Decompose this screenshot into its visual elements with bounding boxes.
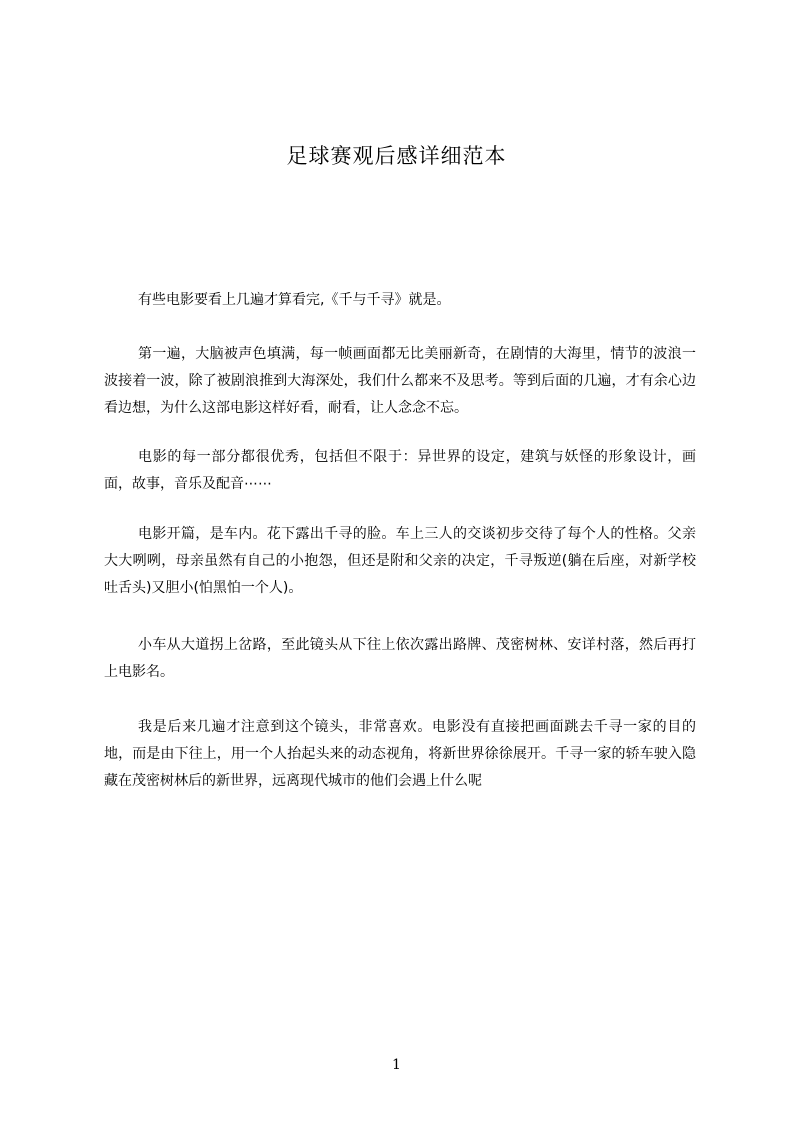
document-title: 足球赛观后感详细范本 — [286, 144, 507, 168]
paragraph-text: 第一遍，大脑被声色填满，每一帧画面都无比美丽新奇，在剧情的大海里，情节的波浪一波接着一波，除了被剧浪推到大海深处，我们什么都来不及思考。等到后面的几遍，才有余心边看边想，为什么这部电影这样好看，耐看，让人念念不忘。 — [104, 346, 696, 416]
paragraph-text: 小车从大道拐上岔路，至此镜头从下往上依次露出路牌、茂密树林、安详村落，然后再打上电影名。 — [104, 637, 696, 680]
paragraph-text: 电影开篇，是车内。花下露出千寻的脸。车上三人的交谈初步交待了每个人的性格。父亲大大咧咧，母亲虽然有自己的小抱怨，但还是附和父亲的决定，千寻叛逆(躺在后座，对新学校吐舌头)又胆小(怕黑怕一个人)。 — [104, 526, 696, 596]
paragraph-3 — [104, 444, 696, 498]
paragraph-text: 电影的每一部分都很优秀，包括但不限于：异世界的设定，建筑与妖怪的形象设计，画面，故事，音乐及配音⋯⋯ — [104, 449, 696, 492]
paragraph-2 — [104, 341, 696, 422]
paragraph-5 — [104, 632, 696, 686]
paragraph-text: 我是后来几遍才注意到这个镜头，非常喜欢。电影没有直接把画面跳去千寻一家的目的地，而是由下往上，用一个人抬起头来的动态视角，将新世界徐徐展开。千寻一家的轿车驶入隐藏在茂密树林后的新世界，远离现代城市的他们会遇上什么呢 — [104, 719, 696, 789]
page-number: 1 — [392, 1057, 401, 1073]
paragraph-6 — [104, 714, 696, 795]
paragraph-text: 有些电影要看上几遍才算看完,《千与千寻》就是。 — [138, 292, 451, 308]
paragraph-4 — [104, 521, 696, 602]
paragraph-1 — [104, 287, 696, 314]
